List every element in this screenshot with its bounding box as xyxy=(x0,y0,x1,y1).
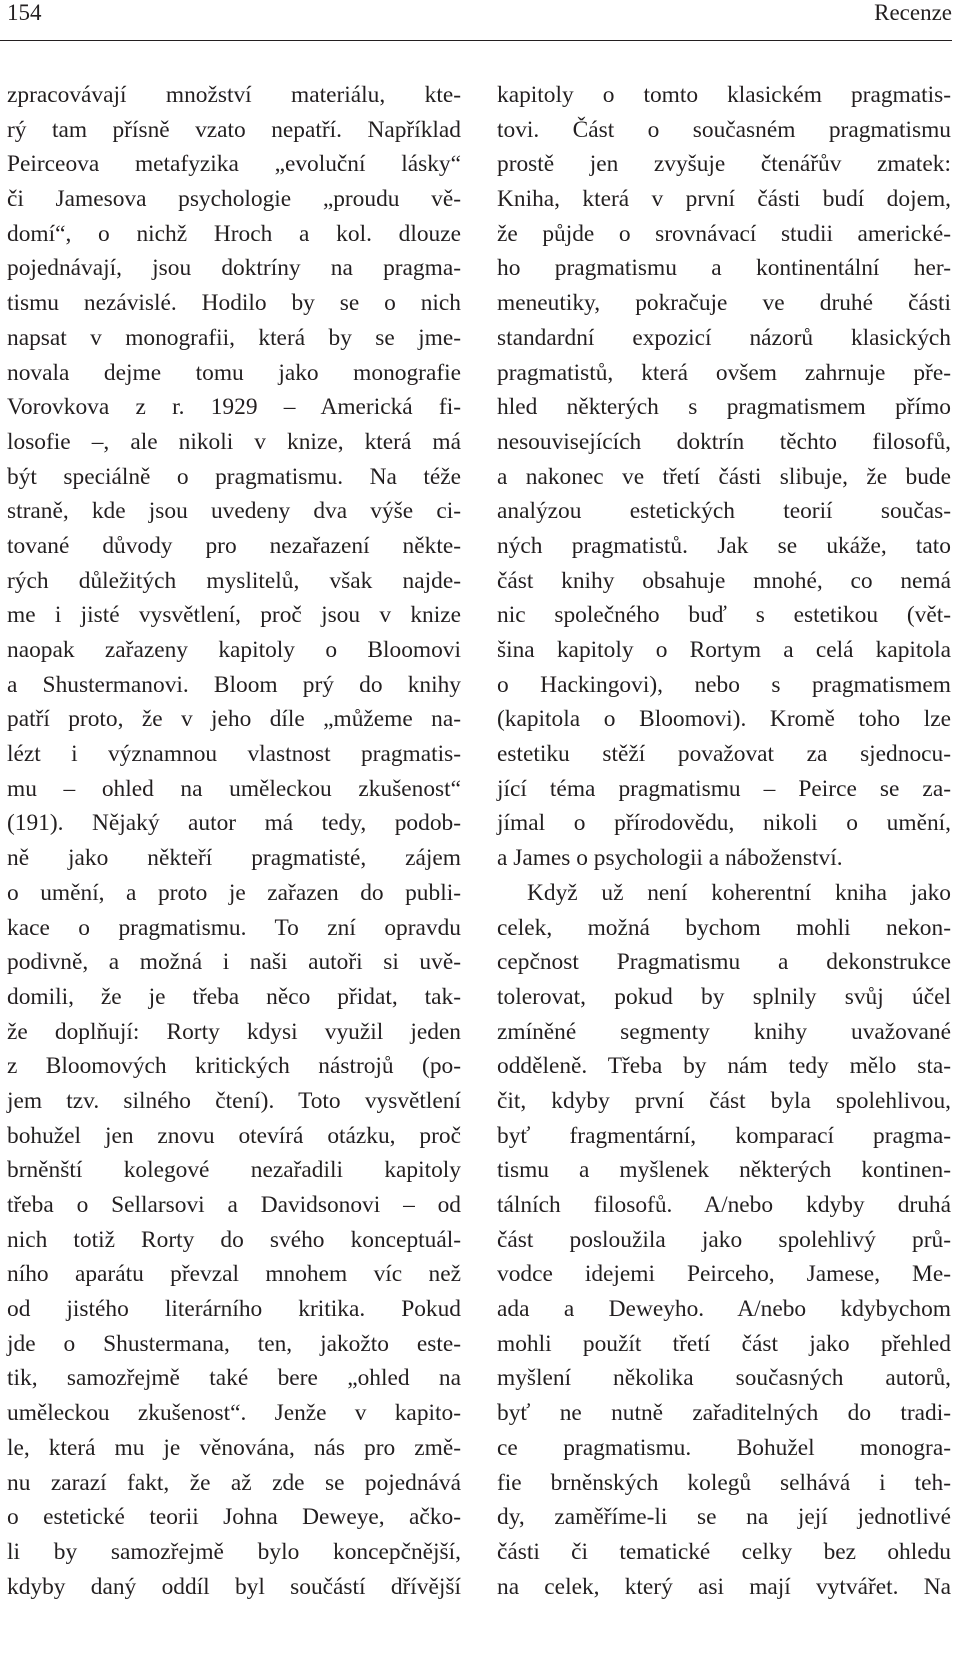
text-line: jde o Shustermana, ten, jakožto este- xyxy=(7,1330,461,1357)
text-line: odděleně. Třeba by nám tedy mělo sta- xyxy=(497,1053,951,1080)
text-line: čit, kdyby první část byla spolehlivou, xyxy=(497,1087,951,1114)
text-line: domí“, o nichž Hroch a kol. dlouze xyxy=(7,220,461,247)
text-line: z Bloomových kritických nástrojů (po- xyxy=(7,1053,461,1080)
text-line: mu – ohled na uměleckou zkušenost“ xyxy=(7,775,461,802)
text-line: část posloužila jako spolehlivý prů- xyxy=(497,1226,951,1253)
text-line: straně, kde jsou uvedeny dva výše ci- xyxy=(7,498,461,525)
text-line: analýzou estetických teorií součas- xyxy=(497,498,951,525)
text-line: šina kapitoly o Rortym a celá kapitola xyxy=(497,637,951,663)
text-line: že půjde o srovnávací studii americké- xyxy=(497,220,951,247)
text-line: me i jisté vysvětlení, proč jsou v knize xyxy=(7,602,461,629)
text-line: pojednávají, jsou doktríny na pragma- xyxy=(7,255,461,282)
text-line: rý tam přísně vzato nepatří. Například xyxy=(7,116,461,143)
text-line: jící téma pragmatismu – Peirce se za- xyxy=(497,775,951,802)
text-line: a Shustermanovi. Bloom prý do knihy xyxy=(7,671,461,698)
text-line: že doplňují: Rorty kdysi využil jeden xyxy=(7,1018,461,1045)
text-line: nu zarazí fakt, že až zde se pojednává xyxy=(7,1469,461,1496)
text-line: kapitoly o tomto klasickém pragmatis- xyxy=(497,82,951,108)
text-line: tálních filosofů. A/nebo kdyby druhá xyxy=(497,1192,951,1218)
text-line: o estetické teorii Johna Deweye, ačko- xyxy=(7,1504,461,1531)
text-line: kdyby daný oddíl byl součástí dřívější xyxy=(7,1573,461,1600)
text-line: mohli použít třetí část jako přehled xyxy=(497,1330,951,1357)
text-line: Kniha, která v první části budí dojem, xyxy=(497,186,951,213)
text-line: estetiku stěží považovat za sjednocu- xyxy=(497,741,951,768)
text-line: zmíněné segmenty knihy uvažované xyxy=(497,1018,951,1045)
text-line: prostě jen zvyšuje čtenářův zmatek: xyxy=(497,151,951,178)
text-line: ných pragmatistů. Jak se ukáže, tato xyxy=(497,532,951,559)
text-line: třeba o Sellarsovi a Davidsonovi – od xyxy=(7,1192,461,1218)
text-line: byť ne nutně zařaditelných do tradi- xyxy=(497,1400,951,1427)
text-line: a nakonec ve třetí části slibuje, že bude xyxy=(497,463,951,490)
paragraph-first-line: Když už není koherentní kniha jako xyxy=(527,879,951,906)
text-line: naopak zařazeny kapitoly o Bloomovi xyxy=(7,637,461,663)
text-line: tismu nezávislé. Hodilo by se o nich xyxy=(7,290,461,317)
text-line: podivně, a možná i naši autoři si uvě- xyxy=(7,949,461,976)
text-line: nesouvisejících doktrín těchto filosofů, xyxy=(497,428,951,455)
text-line: pragmatistů, která ovšem zahrnuje pře- xyxy=(497,359,951,386)
text-line: ada a Deweyho. A/nebo kdybychom xyxy=(497,1296,951,1323)
text-line: novala dejme tomu jako monografie xyxy=(7,359,461,386)
text-line: na celek, který asi mají vytvářet. Na xyxy=(497,1573,951,1600)
text-line: hled některých s pragmatismem přímo xyxy=(497,394,951,421)
text-line: o Hackingovi), nebo s pragmatismem xyxy=(497,671,951,698)
text-line: cepčnost Pragmatismu a dekonstrukce xyxy=(497,949,951,976)
text-line: (kapitola o Bloomovi). Kromě toho lze xyxy=(497,706,951,733)
text-line: le, která mu je věnována, nás pro změ- xyxy=(7,1434,461,1461)
text-line: napsat v monografii, která by se jme- xyxy=(7,324,461,351)
left-column xyxy=(7,78,461,1604)
text-line: tolerovat, pokud by splnily svůj účel xyxy=(497,983,951,1010)
text-line: celek, možná bychom mohli nekon- xyxy=(497,914,951,941)
text-line: standardní expozicí názorů klasických xyxy=(497,324,951,351)
text-line: či Jamesova psychologie „proudu vě- xyxy=(7,186,461,213)
text-line: jímal o přírodovědu, nikoli o umění, xyxy=(497,810,951,837)
text-line: rých důležitých myslitelů, však najde- xyxy=(7,567,461,594)
text-line: nich totiž Rorty do svého konceptuál- xyxy=(7,1226,461,1253)
text-line: část knihy obsahuje mnohé, co nemá xyxy=(497,567,951,594)
text-line: bohužel jen znovu otevírá otázku, proč xyxy=(7,1122,461,1149)
text-line: fie brněnských kolegů selhává i teh- xyxy=(497,1469,951,1496)
text-line: tované důvody pro nezařazení někte- xyxy=(7,532,461,559)
text-line: byť fragmentární, komparací pragma- xyxy=(497,1122,951,1149)
text-line: domili, že je třeba něco přidat, tak- xyxy=(7,983,461,1010)
text-line: li by samozřejmě bylo koncepčnější, xyxy=(7,1538,461,1565)
text-line: nic společného buď s estetikou (vět- xyxy=(497,602,951,629)
text-line: ně jako někteří pragmatisté, zájem xyxy=(7,845,461,872)
text-line: myšlení několika současných autorů, xyxy=(497,1365,951,1392)
text-line: jem tzv. silného čtení). Toto vysvětlení xyxy=(7,1087,461,1114)
right-column xyxy=(497,78,951,1604)
text-line: tik, samozřejmě také bere „ohled na xyxy=(7,1365,461,1392)
text-line: o umění, a proto je zařazen do publi- xyxy=(7,879,461,906)
text-line: části či tematické celky bez ohledu xyxy=(497,1538,951,1565)
text-line: Peirceova metafyzika „evoluční lásky“ xyxy=(7,151,461,178)
text-line: zpracovávají množství materiálu, kte- xyxy=(7,82,461,108)
text-line: (191). Nějaký autor má tedy, podob- xyxy=(7,810,461,837)
text-line: vodce idejemi Peirceho, Jamese, Me- xyxy=(497,1261,951,1288)
text-line: losofie –, ale nikoli v knize, která má xyxy=(7,428,461,455)
text-line: patří proto, že v jeho díle „můžeme na- xyxy=(7,706,461,733)
text-line: a James o psychologii a náboženství. xyxy=(497,845,843,872)
text-line: dy, zaměříme-li se na její jednotlivé xyxy=(497,1504,951,1531)
running-head: Recenze xyxy=(874,0,952,25)
text-line: uměleckou zkušenost“. Jenže v kapito- xyxy=(7,1400,461,1427)
text-line: kace o pragmatismu. To zní opravdu xyxy=(7,914,461,941)
page-header xyxy=(0,0,952,41)
text-line: meneutiky, pokračuje ve druhé části xyxy=(497,290,951,317)
text-line: ho pragmatismu a kontinentální her- xyxy=(497,255,951,282)
text-line: brněnští kolegové nezařadili kapitoly xyxy=(7,1157,461,1184)
text-line: Vorovkova z r. 1929 – Americká fi- xyxy=(7,394,461,421)
text-line: ního aparátu převzal mnohem víc než xyxy=(7,1261,461,1288)
page-number: 154 xyxy=(7,0,42,25)
text-line: ce pragmatismu. Bohužel monogra- xyxy=(497,1434,951,1461)
text-line: lézt i významnou vlastnost pragmatis- xyxy=(7,741,461,768)
text-line: od jistého literárního kritika. Pokud xyxy=(7,1296,461,1323)
text-line: tovi. Část o současném pragmatismu xyxy=(497,116,951,143)
text-line: být speciálně o pragmatismu. Na téže xyxy=(7,463,461,490)
text-line: tismu a myšlenek některých kontinen- xyxy=(497,1157,951,1184)
